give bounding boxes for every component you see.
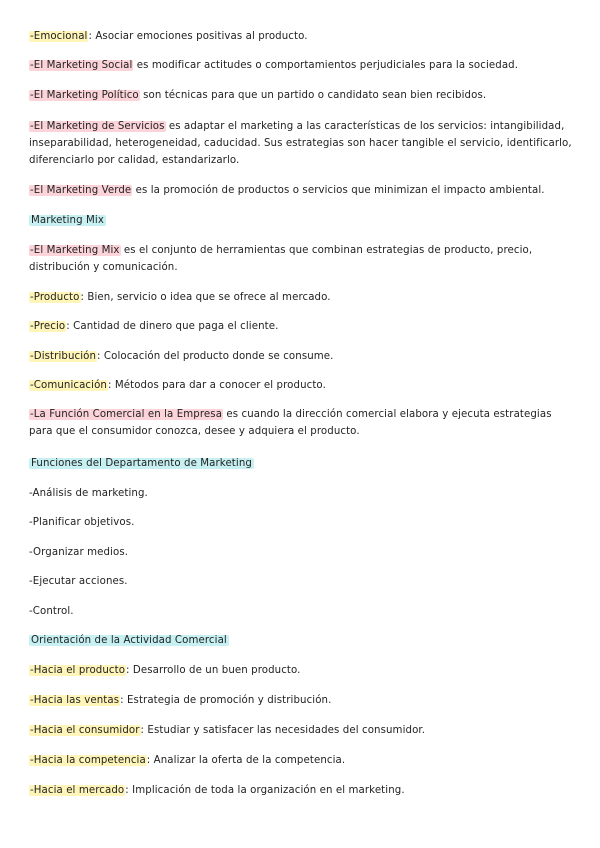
- item-mk-mix: -El Marketing Mix es el conjunto de herramientas que combinan estrategias de producto, precio, distribución y comunicación.: [29, 245, 533, 273]
- list-item: -Ejecutar acciones.: [29, 576, 128, 587]
- list-item: -Planificar objetivos.: [29, 517, 135, 528]
- item-mk-politico: -El Marketing Político son técnicas para que un partido o candidato sean bien recibidos.: [30, 90, 487, 101]
- item-mk-social: -El Marketing Social es modificar actitudes o comportamientos perjudiciales para la sociedad.: [30, 60, 519, 71]
- term: -Emocional: [30, 31, 88, 42]
- list-item: -Control.: [29, 606, 74, 617]
- item-mk-servicios: -El Marketing de Servicios es adaptar el marketing a las características de los servicios: intangibilidad, inseparabilidad, heterogeneidad, caducidad. Sus estrategias son hacer tangible el servicio, identificarlo, diferenciarlo por calidad, estandarizarlo.: [29, 121, 572, 166]
- item-hacia-ventas: -Hacia las ventas: Estrategia de promoción y distribución.: [30, 695, 332, 706]
- item-funcion-comercial: -La Función Comercial en la Empresa es cuando la dirección comercial elabora y ejecuta estrategias para que el consumidor conozca, desee y adquiera el producto.: [29, 409, 552, 437]
- term: -Producto: [30, 292, 80, 303]
- item-comunicacion: -Comunicación: Métodos para dar a conocer el producto.: [30, 380, 326, 391]
- term: -Hacia la competencia: [30, 755, 146, 766]
- item-hacia-producto: -Hacia el producto: Desarrollo de un buen producto.: [30, 665, 301, 676]
- item-producto: -Producto: Bien, servicio o idea que se ofrece al mercado.: [30, 292, 331, 303]
- term: -El Marketing Político: [30, 90, 139, 101]
- list-item: -Análisis de marketing.: [29, 488, 148, 499]
- section-heading-marketing-mix: Marketing Mix: [31, 215, 104, 226]
- term: -Hacia el producto: [30, 665, 126, 676]
- item-hacia-competencia: -Hacia la competencia: Analizar la oferta de la competencia.: [30, 755, 346, 766]
- term: -Hacia el mercado: [30, 785, 125, 796]
- term: -La Función Comercial en la Empresa: [30, 409, 223, 420]
- term: -Hacia las ventas: [30, 695, 120, 706]
- list-item: -Organizar medios.: [29, 547, 129, 558]
- item-precio: -Precio: Cantidad de dinero que paga el cliente.: [30, 321, 279, 332]
- term: -Hacia el consumidor: [30, 725, 140, 736]
- term: -Precio: [30, 321, 66, 332]
- term: -El Marketing Mix: [30, 245, 120, 256]
- section-heading-orientacion: Orientación de la Actividad Comercial: [31, 635, 227, 646]
- item-mk-verde: -El Marketing Verde es la promoción de productos o servicios que minimizan el impacto ambiental.: [30, 185, 545, 196]
- section-heading-funciones: Funciones del Departamento de Marketing: [31, 458, 252, 469]
- item-hacia-mercado: -Hacia el mercado: Implicación de toda la organización en el marketing.: [30, 785, 405, 796]
- item-hacia-consumidor: -Hacia el consumidor: Estudiar y satisfacer las necesidades del consumidor.: [30, 725, 426, 736]
- term: -El Marketing Verde: [30, 185, 132, 196]
- term: -El Marketing Social: [30, 60, 133, 71]
- term: -Comunicación: [30, 380, 107, 391]
- term: -El Marketing de Servicios: [30, 121, 165, 132]
- item-emocional: -Emocional: Asociar emociones positivas al producto.: [30, 31, 308, 42]
- item-distribucion: -Distribución: Colocación del producto donde se consume.: [30, 351, 334, 362]
- term: -Distribución: [30, 351, 97, 362]
